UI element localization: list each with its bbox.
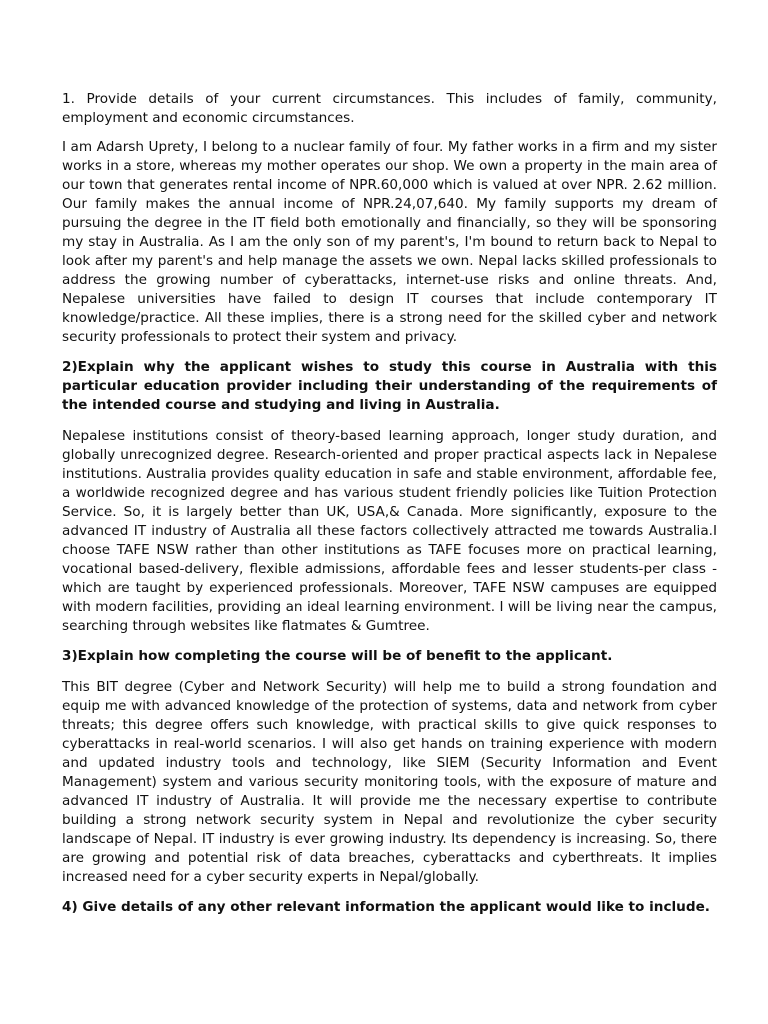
answer-3: This BIT degree (Cyber and Network Security) will help me to build a strong foundation and equip me with advanced knowledge of the protection of systems, data and network from cyber threats; this degree offers such knowledge, with practical skills to give quick responses to cyberattacks in real-world scenarios. I will also get hands on training experience with modern and updated industry tools and technology, like SIEM (Security Information and Event Management) system and various security monitoring tools, with the exposure of mature and advanced IT industry of Australia. It will provide me the necessary expertise to contribute building a strong network security system in Nepal and revolutionize the cyber security landscape of Nepal. IT industry is ever growing industry. Its dependency is increasing. So, there are growing and potential risk of data breaches, cyberattacks and cyberthreats. It implies increased need for a cyber security experts in Nepal/globally. xyxy=(62,679,717,885)
question-1: 1. Provide details of your current circumstances. This includes of family, community, employment and economic circumstances. xyxy=(62,91,717,126)
question-4-heading: 4) Give details of any other relevant information the applicant would like to include. xyxy=(62,899,710,915)
answer-1: I am Adarsh Uprety, I belong to a nuclear family of four. My father works in a firm and my sister works in a store, whereas my mother operates our shop. We own a property in the main area of our town that generates rental income of NPR.60,000 which is valued at over NPR. 2.62 million. Our family makes the annual income of NPR.24,07,640. My family supports my dream of pursuing the degree in the IT field both emotionally and financially, so they will be sponsoring my stay in Australia. As I am the only son of my parent's, I'm bound to return back to Nepal to look after my parent's and help manage the assets we own. Nepal lacks skilled professionals to address the growing number of cyberattacks, internet-use risks and online threats. And, Nepalese universities have failed to design IT courses that include contemporary IT knowledge/practice. All these implies, there is a strong need for the skilled cyber and network security professionals to protect their system and privacy. xyxy=(62,139,717,345)
question-3-heading: 3)Explain how completing the course will be of benefit to the applicant. xyxy=(62,648,613,664)
document-page xyxy=(62,90,717,929)
answer-2: Nepalese institutions consist of theory-based learning approach, longer study duration, and globally unrecognized degree. Research-oriented and proper practical aspects lack in Nepalese institutions. Australia provides quality education in safe and stable environment, affordable fee, a worldwide recognized degree and has various student friendly policies like Tuition Protection Service. So, it is largely better than UK, USA,& Canada. More significantly, exposure to the advanced IT industry of Australia all these factors collectively attracted me towards Australia.I choose TAFE NSW rather than other institutions as TAFE focuses more on practical learning, vocational based-delivery, flexible admissions, affordable fees and lesser students-per class - which are taught by experienced professionals. Moreover, TAFE NSW campuses are equipped with modern facilities, providing an ideal learning environment. I will be living near the campus, searching through websites like flatmates & Gumtree. xyxy=(62,428,717,634)
question-2-heading: 2)Explain why the applicant wishes to study this course in Australia with this particular education provider including their understanding of the requirements of the intended course and studying and living in Australia. xyxy=(62,359,717,413)
